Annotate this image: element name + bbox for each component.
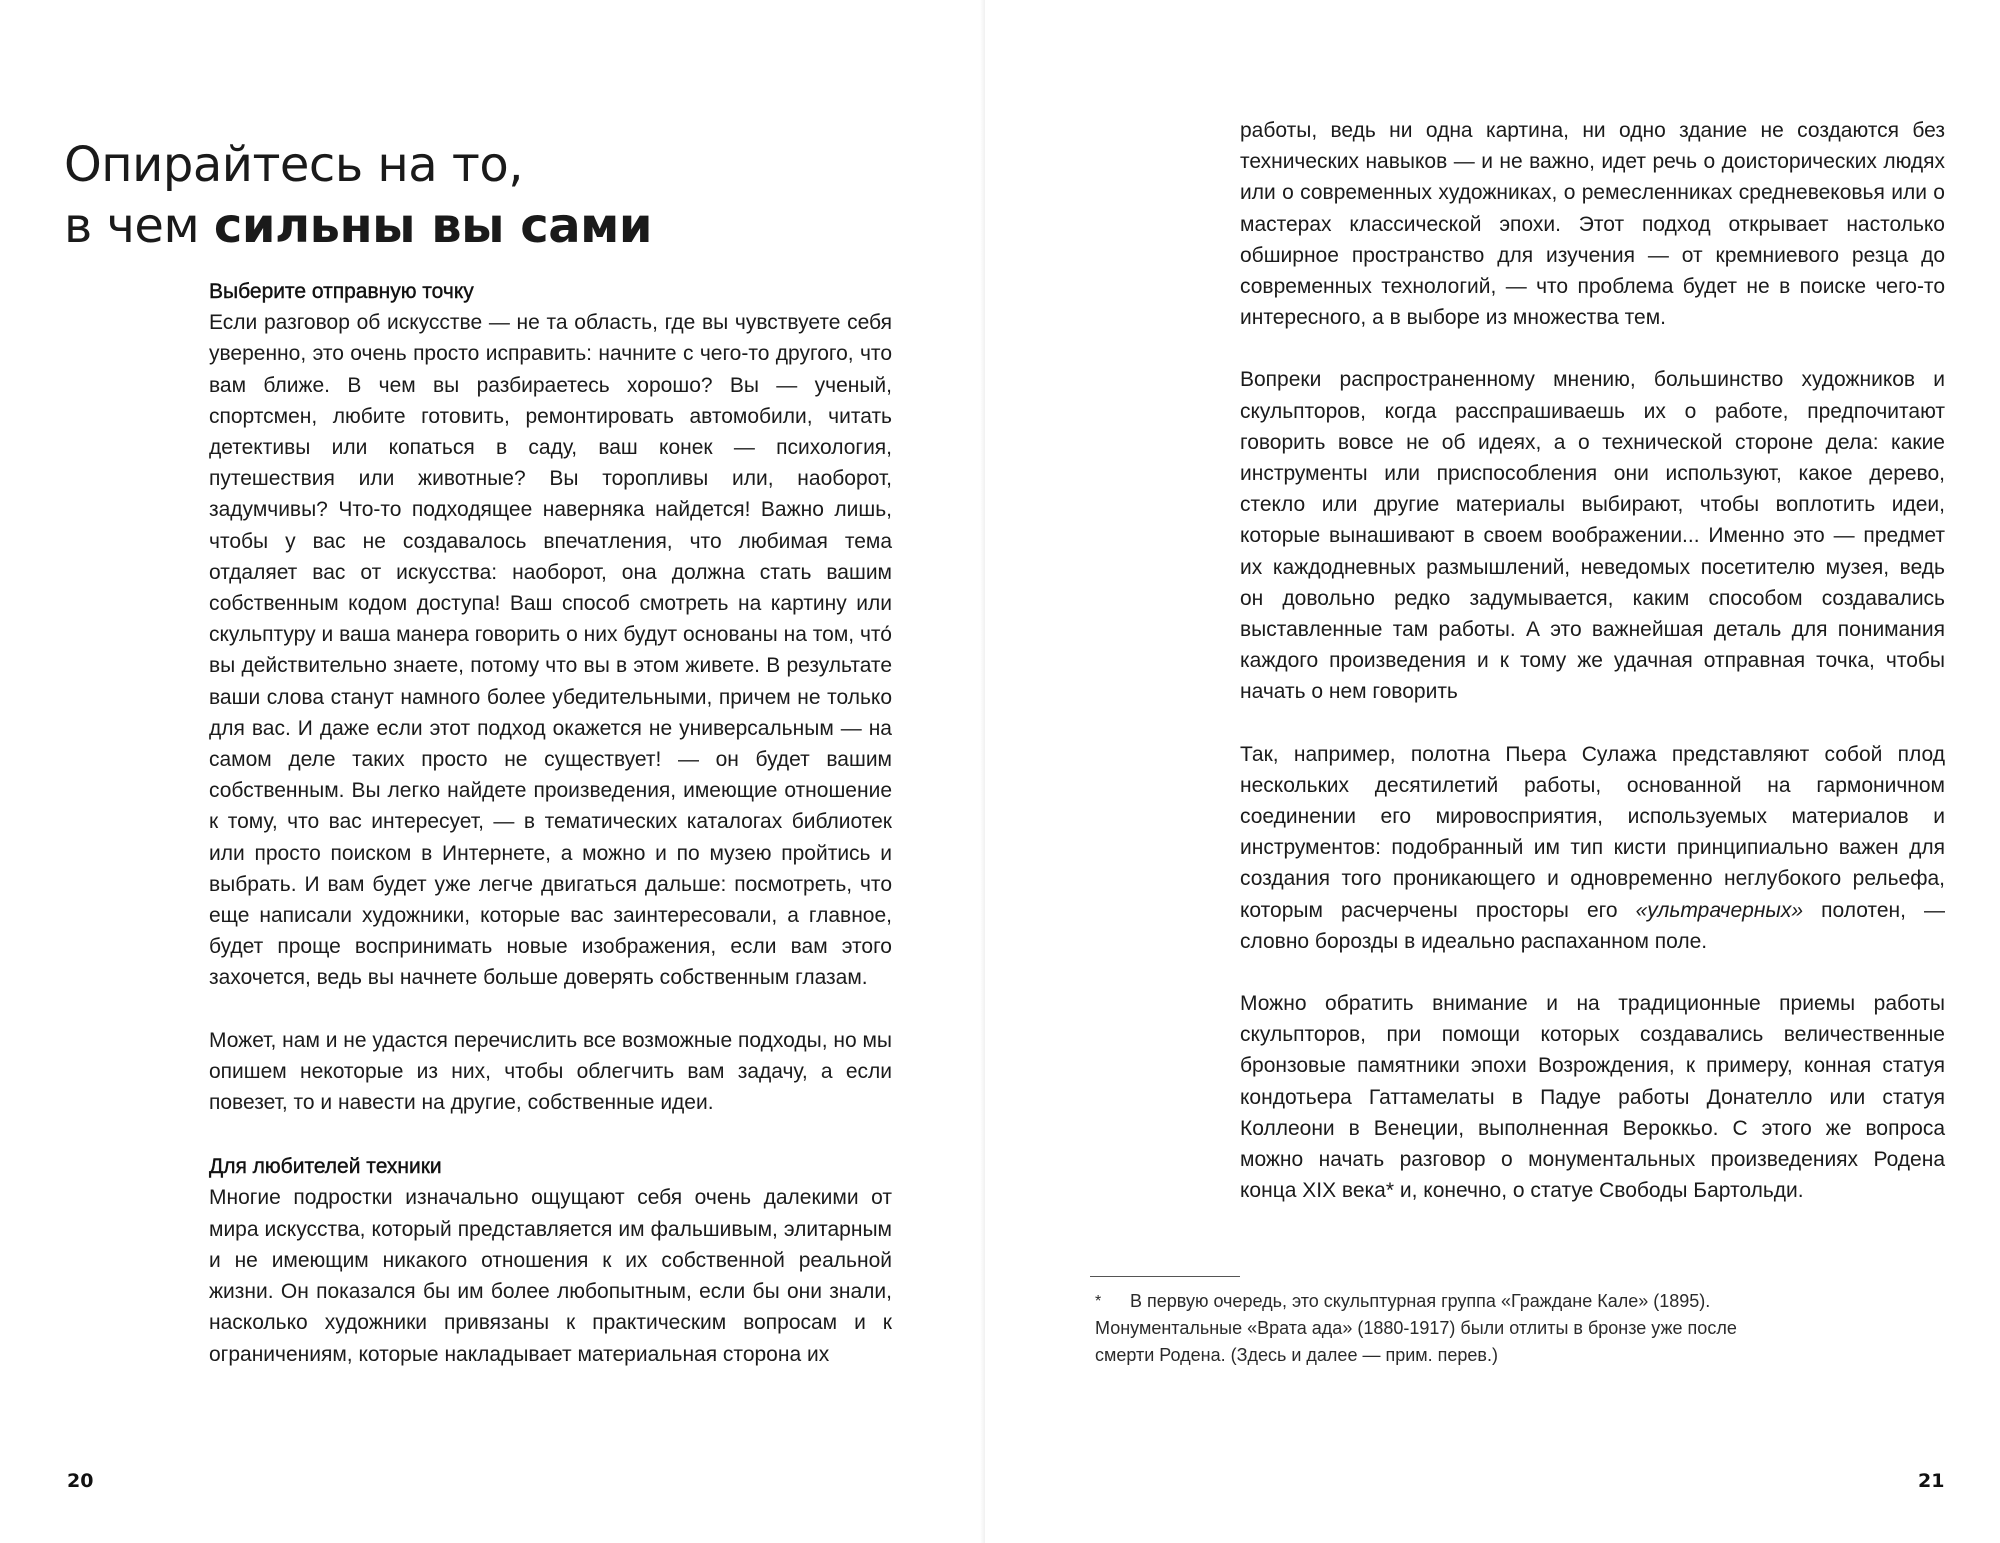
left-page [0,0,985,1543]
footnote [1095,1288,1755,1369]
left-page-body [209,276,892,1370]
chapter-title-line1: Опирайтесь на то, [64,137,524,193]
footnote-divider [1090,1276,1240,1277]
body-paragraph: Многие подростки изначально ощущают себя очень далекими от мира искусства, который представляется им фальшивым, элитарным и не имеющим никакого отношения к их собственной реальной жизни. Он показался бы им более любопытным, если бы они знали, насколько художники привязаны к практическим вопросам и к ограничениям, которые накладывает материальная сторона их [209,1186,892,1366]
body-paragraph [1240,988,1945,1206]
footnote-line1: В первую очередь, это скульптурная группа «Граждане Кале» (1895). [1130,1291,1711,1311]
section-heading-starting-point: Выберите отправную точку [209,280,474,303]
body-paragraph: Если разговор об искусстве — не та область, где вы чувствуете себя уверенно, это очень просто исправить: начните с чего-то другого, что вам ближе. В чем вы разбираетесь хорошо? Вы — ученый, спортсмен, любите готовить, ремонтировать автомобили, читать детективы или копаться в саду, ваш конек — психология, путешествия или животные? Вы торопливы или, наоборот, задумчивы? Что-то подходящее наверняка найдется! Важно лишь, чтобы у вас не создавалось впечатления, что любимая тема отдаляет вас от искусства: наоборот, она должна стать вашим собственным кодом доступа! Ваш способ смотреть на картину или скульптуру и ваша манера говорить о них будут основаны на том, что́ вы действительно знаете, потому что вы в этом живете. В результате ваши слова станут намного более убедительными, причем не только для вас. И даже если этот подход окажется не универсальным — на самом деле таких просто не существует! — он будет вашим собственным. Вы легко найдете произведения, имеющие отношение к тому, что вас интересует, — в тематических каталогах библиотек или просто поиском в Интернете, а можно и по музею пройтись и выбрать. И вам будет уже легче двигаться дальше: посмотреть, что еще написали художники, которые вас заинтересовали, а главное, будет проще воспринимать новые изображения, если вам этого захочется, ведь вы начнете больше доверять собственным глазам. [209,311,892,990]
body-paragraph: работы, ведь ни одна картина, ни одно здание не создаются без технических навыков — и не важно, идет речь о доисторических людях или о современных художниках, о ремесленниках средневековья или о мастерах классической эпохи. Этот подход открывает настолько обширное пространство для изучения — от кремниевого резца до современных технологий, — что проблема будет не в поиске чего-то интересного, а в выборе из множества тем. [1240,119,1945,330]
chapter-title-line2-bold: сильны вы сами [213,198,652,254]
ultrablack-term: «ультрачерных» [1635,898,1804,922]
footnote-reference: * [1385,1179,1395,1203]
soulages-text: Так, например, полотна Пьера Сулажа представляют собой плод нескольких десятилетий работы, основанной на гармоничном соединении его мировосприятия, используемых материалов и инструментов: подобранный им тип кисти принципиально важен для создания того проникающего и одновременно неглубокого рельефа, которым расчерчены просторы его [1240,742,1945,922]
body-paragraph: Вопреки распространенному мнению, большинство художников и скульпторов, когда расспрашиваешь их о работе, предпочитают говорить вовсе не об идеях, а о технической стороне дела: какие инструменты или приспособления они используют, какое дерево, стекло или другие материалы выбирают, чтобы воплотить идеи, которые вынашивают в своем воображении... Именно это — предмет их каждодневных размышлений, неведомых посетителю музея, ведь он довольно редко задумывается, каким способом создавались выставленные там работы. А это важнейшая деталь для понимания каждого произведения и к тому же удачная отправная точка, чтобы начать о нем говорить [1240,368,1945,704]
chapter-title [64,135,652,257]
page-number-left: 20 [67,1470,94,1492]
footnote-rest: Монументальные «Врата ада» (1880-1917) были отлиты в бронзе уже после смерти Родена. (Здесь и далее — прим. перев.) [1095,1318,1737,1365]
section-heading-tech-lovers: Для любителей техники [209,1155,442,1179]
body-paragraph: Может, нам и не удастся перечислить все возможные подходы, но мы опишем некоторые из них, чтобы облегчить вам задачу, а если повезет, то и навести на другие, собственные идеи. [209,1028,893,1115]
page-number-right: 21 [1918,1470,1945,1492]
footnote-mark: * [1095,1293,1102,1310]
chapter-title-line2-regular: в чем [64,198,200,254]
body-paragraph [1240,739,1945,957]
soulages-text-end: полотен, — словно борозды в идеально распаханном поле. [1240,898,1945,953]
right-page-body [1240,115,1945,1207]
sculpture-text: Можно обратить внимание и на традиционные приемы работы скульпторов, при помощи которых создавались величественные бронзовые памятники эпохи Возрождения, к примеру, конная статуя кондотьера Гаттамелаты в Падуе работы Донателло или статуя Коллеони в Венеции, выполненная Вероккьо. С этого же вопроса можно начать разговор о монументальных произведениях Родена конца XIX века [1240,992,1945,1203]
sculpture-text-end: и, конечно, о статуе Свободы Бартольди. [1399,1179,1804,1203]
